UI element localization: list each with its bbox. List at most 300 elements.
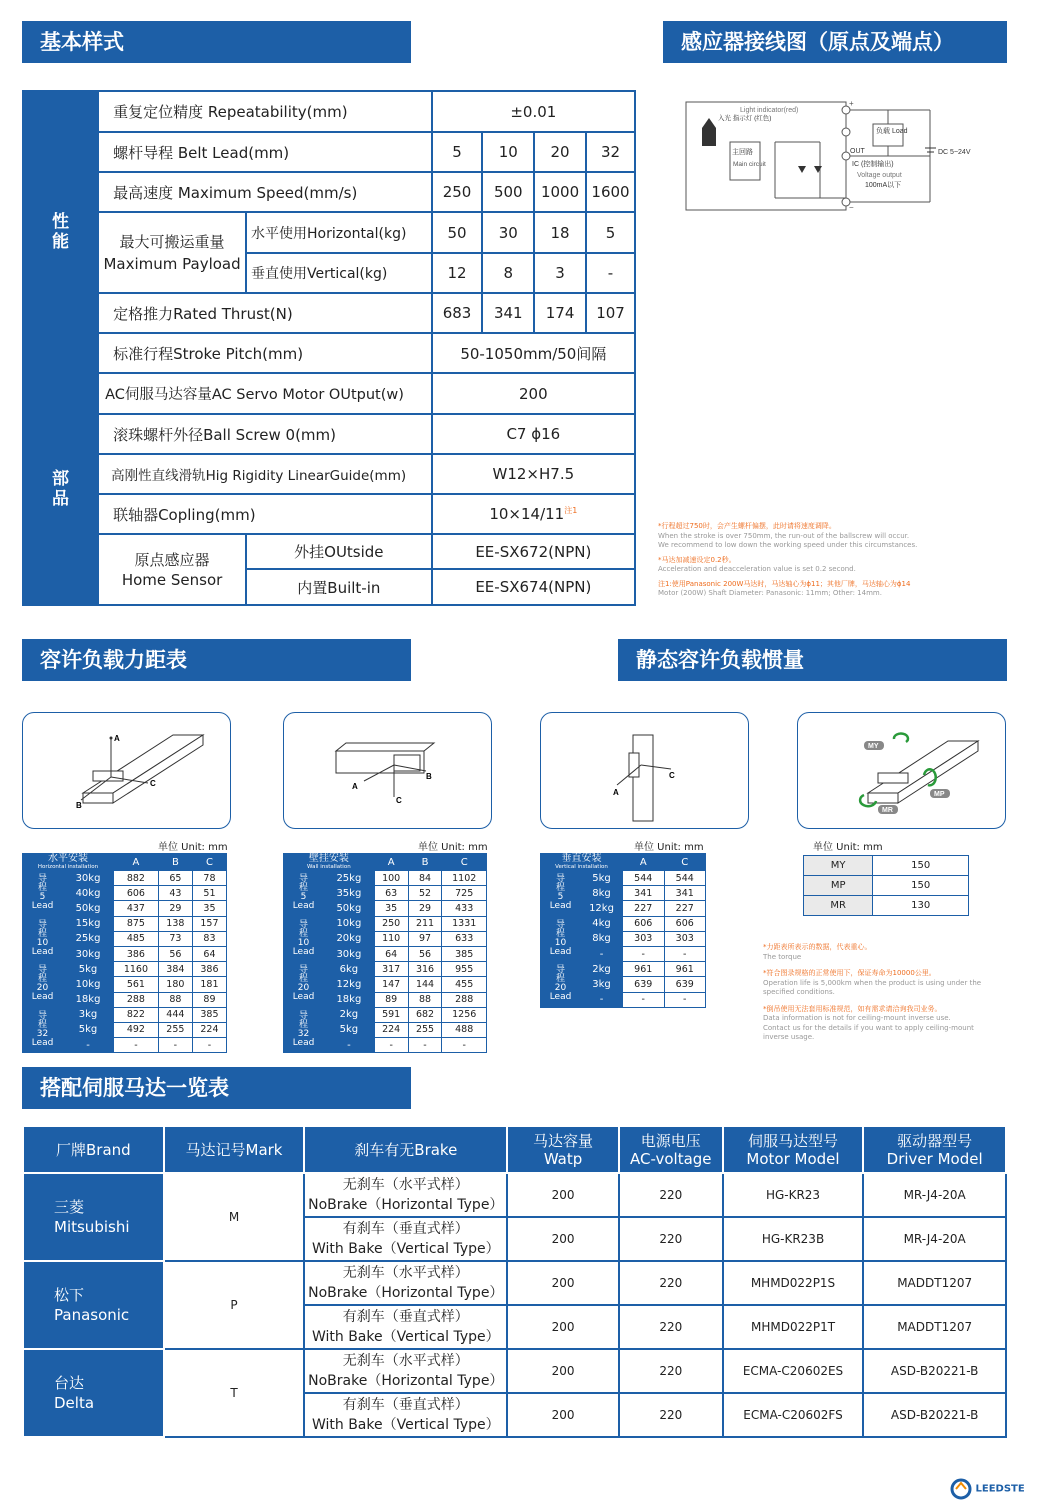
unit-label: 单位 Unit: mm xyxy=(158,842,228,853)
moment-cell: 386 xyxy=(192,962,226,977)
moment-cell: 224 xyxy=(374,1022,408,1037)
moment-cell: 97 xyxy=(408,931,442,946)
moment-cell: 29 xyxy=(158,901,192,916)
watt-cell: 200 xyxy=(507,1393,619,1437)
table-row xyxy=(541,962,706,977)
table-row xyxy=(541,916,706,931)
category-performance: 性 能 xyxy=(23,91,98,373)
watt-cell: 200 xyxy=(507,1173,619,1217)
load-cell: 5kg xyxy=(581,871,623,886)
motor-model-cell: MHMD022P1S xyxy=(723,1261,864,1305)
horizontal-moment-table xyxy=(22,853,227,1053)
brake-cell: 有刹车（垂直式样） With Bake（Vertical Type） xyxy=(304,1393,507,1437)
voltage-cell: 220 xyxy=(619,1305,723,1349)
load-cell: - xyxy=(63,1038,114,1053)
moment-cell: 606 xyxy=(664,916,706,931)
note-line: *倒吊使用无法套用标准规范，如有需求请洽询我司业务。 xyxy=(763,1004,942,1013)
ma-label: 100mA以下 xyxy=(865,182,902,189)
moment-cell: 961 xyxy=(623,962,665,977)
axis-c-label: C xyxy=(669,771,675,780)
mp-label: MP xyxy=(934,791,945,798)
voltage-output-label: Voltage output xyxy=(857,172,902,179)
mr-label: MR xyxy=(882,807,893,814)
ic-label: IC (控制输出) xyxy=(852,161,894,168)
load-cell: 10kg xyxy=(63,977,114,992)
motor-output-label: AC伺服马达容量AC Servo Motor OUtput(w) xyxy=(98,373,432,414)
motor-model-cell: HG-KR23B xyxy=(723,1217,864,1261)
moment-cell: 1256 xyxy=(442,1007,487,1022)
moment-cell: 180 xyxy=(158,977,192,992)
table-title: 垂直安装 Vertical installation xyxy=(541,854,623,871)
moment-cell: 341 xyxy=(623,886,665,901)
moment-cell: 303 xyxy=(623,931,665,946)
load-cell: 5kg xyxy=(63,1022,114,1037)
moment-cell: 227 xyxy=(623,901,665,916)
table-row xyxy=(23,871,227,886)
vertical-value: 3 xyxy=(534,253,586,293)
note-line: Operation life is 5,000km when the product is using under the xyxy=(763,978,982,987)
moment-cell: 157 xyxy=(192,916,226,931)
brake-cell: 无刹车（水平式样） NoBrake（Horizontal Type） xyxy=(304,1173,507,1217)
moment-cell: 882 xyxy=(114,871,159,886)
inertia-notes xyxy=(763,943,1013,1043)
moment-cell: 1331 xyxy=(442,916,487,931)
lead-group-label: 导 程 10 Lead xyxy=(541,916,581,962)
moment-cell: 52 xyxy=(408,886,442,901)
load-cell: 20kg xyxy=(324,931,375,946)
moment-cell: - xyxy=(192,1038,226,1053)
note-line: Acceleration and deacceleration value is set 0.2 second. xyxy=(658,565,856,573)
lead-value: 10 xyxy=(482,132,534,172)
moment-cell: 875 xyxy=(114,916,159,931)
axis-a-label: A xyxy=(114,734,120,743)
ball-screw-value: C7 ϕ16 xyxy=(432,414,635,454)
stroke-value: 50-1050mm/50间隔 xyxy=(432,333,635,373)
axis-b-label: B xyxy=(76,801,82,810)
load-cell: 2kg xyxy=(581,962,623,977)
inertia-value: 150 xyxy=(873,856,969,876)
note-line: inverse usage. xyxy=(763,1033,815,1041)
load-label: 负载 Load xyxy=(876,128,908,135)
coupling-note-mark: 注1 xyxy=(564,506,578,515)
motor-list-table xyxy=(22,1125,1007,1438)
moment-cell: 1160 xyxy=(114,962,159,977)
home-sensor-label: 原点感应器 Home Sensor xyxy=(98,534,246,605)
brake-cell: 无刹车（水平式样） NoBrake（Horizontal Type） xyxy=(304,1349,507,1393)
moment-cell: - xyxy=(408,1038,442,1053)
moment-cell: - xyxy=(158,1038,192,1053)
load-cell: 6kg xyxy=(324,962,375,977)
table-row xyxy=(284,871,487,886)
thrust-value: 107 xyxy=(586,293,635,333)
lead-group-label: 导 程 20 Lead xyxy=(23,962,63,1008)
moment-cell: 138 xyxy=(158,916,192,931)
table-row xyxy=(23,916,227,931)
moment-cell: 961 xyxy=(664,962,706,977)
load-cell: 8kg xyxy=(581,931,623,946)
speed-value: 500 xyxy=(482,172,534,212)
col-header: B xyxy=(408,854,442,871)
note-line: *行程超过750时，会产生螺杆偏摆，此时请将速度调降。 xyxy=(658,522,836,530)
moment-cell: 455 xyxy=(442,977,487,992)
table-title: 水平安装 Horizontal installation xyxy=(23,854,114,871)
section-header-inertia: 静态容许负载惯量 xyxy=(618,639,1007,681)
moment-cell: 255 xyxy=(158,1022,192,1037)
motor-output-value: 200 xyxy=(432,373,635,414)
load-cell: 3kg xyxy=(581,977,623,992)
motor-col-header: 驱动器型号 Driver Model xyxy=(863,1126,1006,1173)
load-cell: 5kg xyxy=(324,1022,375,1037)
load-cell: 50kg xyxy=(63,901,114,916)
note-line: *力距表所表示的数据，代表重心。 xyxy=(763,943,872,951)
mark-cell: T xyxy=(164,1349,305,1437)
lead-group-label: 导 程 10 Lead xyxy=(284,916,324,962)
voltage-cell: 220 xyxy=(619,1349,723,1393)
load-cell: 5kg xyxy=(63,962,114,977)
thrust-value: 174 xyxy=(534,293,586,333)
moment-cell: 255 xyxy=(408,1022,442,1037)
moment-cell: 682 xyxy=(408,1007,442,1022)
moment-cell: 639 xyxy=(664,977,706,992)
motor-col-header: 马达容量 Watp xyxy=(507,1126,619,1173)
moment-cell: 437 xyxy=(114,901,159,916)
axis-a-label: A xyxy=(352,782,358,791)
sensor-minus-label: − xyxy=(849,203,854,212)
main-circuit-label: 主回路 xyxy=(732,149,753,156)
lead-group-label: 导 程 20 Lead xyxy=(541,962,581,1008)
horizontal-value: 30 xyxy=(482,212,534,253)
moment-cell: 303 xyxy=(664,931,706,946)
lead-group-label: 导 程 20 Lead xyxy=(284,962,324,1008)
moment-cell: 341 xyxy=(664,886,706,901)
horizontal-label: 水平使用Horizontal(kg) xyxy=(246,212,432,253)
load-cell: 40kg xyxy=(63,886,114,901)
builtin-label: 内置Built-in xyxy=(246,569,432,605)
moment-cell: 385 xyxy=(192,1007,226,1022)
brand-cell: 台达 Delta xyxy=(23,1349,164,1437)
note-line: 注1:使用Panasonic 200W马达时，马达轴心为ϕ11；其他厂牌，马达轴心为ϕ14 xyxy=(658,579,911,588)
driver-model-cell: MR-J4-20A xyxy=(863,1217,1006,1261)
load-cell: 50kg xyxy=(324,901,375,916)
col-header: B xyxy=(158,854,192,871)
moment-cell: 544 xyxy=(664,871,706,886)
moment-cell: 56 xyxy=(158,946,192,961)
motor-row xyxy=(23,1349,1006,1393)
voltage-cell: 220 xyxy=(619,1393,723,1437)
moment-cell: 211 xyxy=(408,916,442,931)
moment-cell: 606 xyxy=(114,886,159,901)
voltage-cell: 220 xyxy=(619,1261,723,1305)
driver-model-cell: ASD-B20221-B xyxy=(863,1393,1006,1437)
table-row xyxy=(284,962,487,977)
spec-table xyxy=(22,90,636,606)
table-row xyxy=(284,1007,487,1022)
table-title: 壁挂安装 Wall installation xyxy=(284,854,375,871)
sensor-wiring-diagram xyxy=(680,98,980,218)
driver-model-cell: ASD-B20221-B xyxy=(863,1349,1006,1393)
watt-cell: 200 xyxy=(507,1305,619,1349)
coupling-value: $10\times 14/11^{注1}$ xyxy=(432,494,635,534)
motor-col-header: 刹车有无Brake xyxy=(304,1126,507,1173)
outside-label: 外挂OUtside xyxy=(246,534,432,569)
load-cell: 12kg xyxy=(581,901,623,916)
load-cell: 25kg xyxy=(63,931,114,946)
lead-group-label: 导 程 10 Lead xyxy=(23,916,63,962)
motor-col-header: 厂牌Brand xyxy=(23,1126,164,1173)
moment-cell: - xyxy=(664,992,706,1007)
moment-cell: 591 xyxy=(374,1007,408,1022)
motor-model-cell: MHMD022P1T xyxy=(723,1305,864,1349)
col-header: C xyxy=(442,854,487,871)
incident-light-label: 入光 指示灯 (红色) xyxy=(718,115,772,122)
moment-cell: 84 xyxy=(408,871,442,886)
load-cell: 30kg xyxy=(324,946,375,961)
driver-model-cell: MR-J4-20A xyxy=(863,1173,1006,1217)
mark-cell: P xyxy=(164,1261,305,1349)
moment-cell: 384 xyxy=(158,962,192,977)
moment-cell: 147 xyxy=(374,977,408,992)
inertia-diagram xyxy=(797,712,1006,829)
inertia-value: 130 xyxy=(873,896,969,916)
brand-logo xyxy=(950,1478,1030,1502)
moment-cell: 64 xyxy=(374,946,408,961)
moment-cell: 444 xyxy=(158,1007,192,1022)
moment-cell: 65 xyxy=(158,871,192,886)
table-row xyxy=(284,916,487,931)
motor-col-header: 电源电压 AC-voltage xyxy=(619,1126,723,1173)
horizontal-install-diagram xyxy=(22,712,231,829)
col-header: C xyxy=(192,854,226,871)
horizontal-value: 50 xyxy=(432,212,483,253)
moment-cell: 385 xyxy=(442,946,487,961)
moment-cell: 561 xyxy=(114,977,159,992)
unit-label: 单位 Unit: mm xyxy=(634,842,704,853)
moment-cell: 144 xyxy=(408,977,442,992)
lead-group-label: 导 程 5 Lead xyxy=(23,871,63,917)
note-line: Contact us for the details if you want to apply ceiling-mount xyxy=(763,1023,974,1032)
speed-value: 1600 xyxy=(586,172,635,212)
moment-cell: 224 xyxy=(192,1022,226,1037)
moment-cell: 43 xyxy=(158,886,192,901)
moment-cell: 88 xyxy=(158,992,192,1007)
moment-cell: 955 xyxy=(442,962,487,977)
note-line: *马达加减速设定0.2秒。 xyxy=(658,555,736,564)
thrust-value: 683 xyxy=(432,293,483,333)
table-row xyxy=(23,962,227,977)
moment-cell: 288 xyxy=(114,992,159,1007)
moment-cell: 725 xyxy=(442,886,487,901)
load-cell: 30kg xyxy=(63,871,114,886)
col-header: A xyxy=(374,854,408,871)
moment-cell: 317 xyxy=(374,962,408,977)
load-cell: 15kg xyxy=(63,916,114,931)
inertia-axis: MY xyxy=(804,856,873,876)
inertia-value: 150 xyxy=(873,876,969,896)
vertical-install-diagram xyxy=(540,712,749,829)
load-cell: 8kg xyxy=(581,886,623,901)
moment-cell: - xyxy=(664,946,706,961)
axis-c-label: C xyxy=(396,796,402,805)
mark-cell: M xyxy=(164,1173,305,1261)
out-label: OUT xyxy=(850,148,865,155)
table-row xyxy=(23,1007,227,1022)
moment-cell: 1102 xyxy=(442,871,487,886)
load-cell: 10kg xyxy=(324,916,375,931)
section-header-sensor: 感应器接线图（原点及端点） xyxy=(663,21,1007,63)
category-parts: 部 品 xyxy=(23,373,98,605)
wall-moment-table xyxy=(283,853,487,1053)
moment-cell: 606 xyxy=(623,916,665,931)
load-cell: - xyxy=(324,1038,375,1053)
load-cell: - xyxy=(581,992,623,1007)
moment-cell: 288 xyxy=(442,992,487,1007)
note-line: Data information is not for ceiling-mount inverse use. xyxy=(763,1014,951,1022)
load-cell: 18kg xyxy=(63,992,114,1007)
lead-label: 螺杆导程 Belt Lead(mm) xyxy=(98,132,432,172)
inertia-axis: MR xyxy=(804,896,873,916)
watt-cell: 200 xyxy=(507,1349,619,1393)
repeat-value: ±0.01 xyxy=(432,91,635,132)
lead-value: 5 xyxy=(432,132,483,172)
lead-value: 32 xyxy=(586,132,635,172)
builtin-value: EE-SX674(NPN) xyxy=(432,569,635,605)
moment-cell: 51 xyxy=(192,886,226,901)
inertia-table xyxy=(803,855,969,916)
moment-cell: 78 xyxy=(192,871,226,886)
moment-cell: 83 xyxy=(192,931,226,946)
vertical-moment-table xyxy=(540,853,706,1008)
table-row xyxy=(541,871,706,886)
moment-cell: 64 xyxy=(192,946,226,961)
wall-install-diagram xyxy=(283,712,492,829)
watt-cell: 200 xyxy=(507,1217,619,1261)
section-header-moment: 容许负载力距表 xyxy=(22,639,411,681)
lead-group-label: 导 程 5 Lead xyxy=(284,871,324,917)
motor-model-cell: ECMA-C20602ES xyxy=(723,1349,864,1393)
driver-model-cell: MADDT1207 xyxy=(863,1305,1006,1349)
load-cell: 2kg xyxy=(324,1007,375,1022)
moment-cell: 433 xyxy=(442,901,487,916)
linear-guide-label: 高刚性直线滑轨Hig Rigidity LinearGuide(mm) xyxy=(98,454,432,494)
my-label: MY xyxy=(868,743,879,750)
brake-cell: 无刹车（水平式样） NoBrake（Horizontal Type） xyxy=(304,1261,507,1305)
speed-label: 最高速度 Maximum Speed(mm/s) xyxy=(98,172,432,212)
load-cell: 25kg xyxy=(324,871,375,886)
watt-cell: 200 xyxy=(507,1261,619,1305)
moment-cell: 250 xyxy=(374,916,408,931)
driver-model-cell: MADDT1207 xyxy=(863,1261,1006,1305)
linear-guide-value: W12×H7.5 xyxy=(432,454,635,494)
lead-group-label: 导 程 32 Lead xyxy=(23,1007,63,1053)
moment-cell: 100 xyxy=(374,871,408,886)
brake-cell: 有刹车（垂直式样） With Bake（Vertical Type） xyxy=(304,1305,507,1349)
sensor-plus-label: + xyxy=(849,99,854,108)
brand-cell: 松下 Panasonic xyxy=(23,1261,164,1349)
moment-cell: - xyxy=(623,946,665,961)
moment-cell: - xyxy=(442,1038,487,1053)
lead-value: 20 xyxy=(534,132,586,172)
motor-col-header: 马达记号Mark xyxy=(164,1126,305,1173)
moment-cell: 485 xyxy=(114,931,159,946)
col-header: A xyxy=(623,854,665,871)
horizontal-value: 18 xyxy=(534,212,586,253)
voltage-cell: 220 xyxy=(619,1173,723,1217)
speed-value: 1000 xyxy=(534,172,586,212)
ball-screw-label: 滚珠螺杆外径Ball Screw 0(mm) xyxy=(98,414,432,454)
moment-cell: 633 xyxy=(442,931,487,946)
main-circuit-en-label: Main circuit xyxy=(733,161,766,168)
moment-cell: 29 xyxy=(408,901,442,916)
axis-a-label: A xyxy=(613,788,619,797)
moment-cell: 639 xyxy=(623,977,665,992)
moment-cell: 89 xyxy=(374,992,408,1007)
speed-value: 250 xyxy=(432,172,483,212)
note-line: The torque xyxy=(763,952,802,961)
inertia-axis: MP xyxy=(804,876,873,896)
thrust-label: 定格推力Rated Thrust(N) xyxy=(98,293,432,333)
moment-cell: 181 xyxy=(192,977,226,992)
moment-cell: 56 xyxy=(408,946,442,961)
brake-cell: 有刹车（垂直式样） With Bake（Vertical Type） xyxy=(304,1217,507,1261)
motor-col-header: 伺服马达型号 Motor Model xyxy=(723,1126,864,1173)
brand-cell: 三菱 Mitsubishi xyxy=(23,1173,164,1261)
load-cell: 35kg xyxy=(324,886,375,901)
moment-cell: 316 xyxy=(408,962,442,977)
unit-label: 单位 Unit: mm xyxy=(418,842,488,853)
load-cell: 12kg xyxy=(324,977,375,992)
payload-label: 最大可搬运重量 Maximum Payload xyxy=(98,212,246,293)
moment-cell: 35 xyxy=(192,901,226,916)
moment-cell: 822 xyxy=(114,1007,159,1022)
vertical-label: 垂直使用Vertical(kg) xyxy=(246,253,432,293)
moment-cell: 63 xyxy=(374,886,408,901)
light-indicator-label: Light indicator(red) xyxy=(740,107,799,114)
logo-text: LEEDSTE xyxy=(975,1483,1025,1495)
repeat-label: 重复定位精度 Repeatability(mm) xyxy=(98,91,432,132)
lead-group-label: 导 程 32 Lead xyxy=(284,1007,324,1053)
moment-cell: - xyxy=(114,1038,159,1053)
unit-label: 单位 Unit: mm xyxy=(813,842,883,853)
note-line: Motor (200W) Shaft Diameter: Panasonic: 11mm; Other: 14mm. xyxy=(658,589,882,597)
section-header-basic: 基本样式 xyxy=(22,21,411,63)
moment-cell: 88 xyxy=(408,992,442,1007)
motor-model-cell: HG-KR23 xyxy=(723,1173,864,1217)
dc-label: DC 5~24V xyxy=(938,149,971,156)
lead-group-label: 导 程 5 Lead xyxy=(541,871,581,917)
outside-value: EE-SX672(NPN) xyxy=(432,534,635,569)
thrust-value: 341 xyxy=(482,293,534,333)
horizontal-value: 5 xyxy=(586,212,635,253)
note-line: *符合图录规格的正常使用下，保证寿命为10000公里。 xyxy=(763,969,936,977)
moment-cell: 227 xyxy=(664,901,706,916)
moment-cell: 35 xyxy=(374,901,408,916)
motor-model-cell: ECMA-C20602FS xyxy=(723,1393,864,1437)
col-header: A xyxy=(114,854,159,871)
moment-cell: 73 xyxy=(158,931,192,946)
load-cell: 4kg xyxy=(581,916,623,931)
axis-b-label: B xyxy=(426,772,432,781)
load-cell: 3kg xyxy=(63,1007,114,1022)
note-line: When the stroke is over 750mm, the run-out of the ballscrew will occur. xyxy=(658,531,910,540)
moment-cell: - xyxy=(623,992,665,1007)
moment-cell: 89 xyxy=(192,992,226,1007)
section-header-motor-list: 搭配伺服马达一览表 xyxy=(22,1067,411,1109)
load-cell: 18kg xyxy=(324,992,375,1007)
moment-cell: 492 xyxy=(114,1022,159,1037)
note-line: We recommend to low down the working speed under this circumstances. xyxy=(658,541,918,549)
moment-cell: 110 xyxy=(374,931,408,946)
moment-cell: - xyxy=(374,1038,408,1053)
